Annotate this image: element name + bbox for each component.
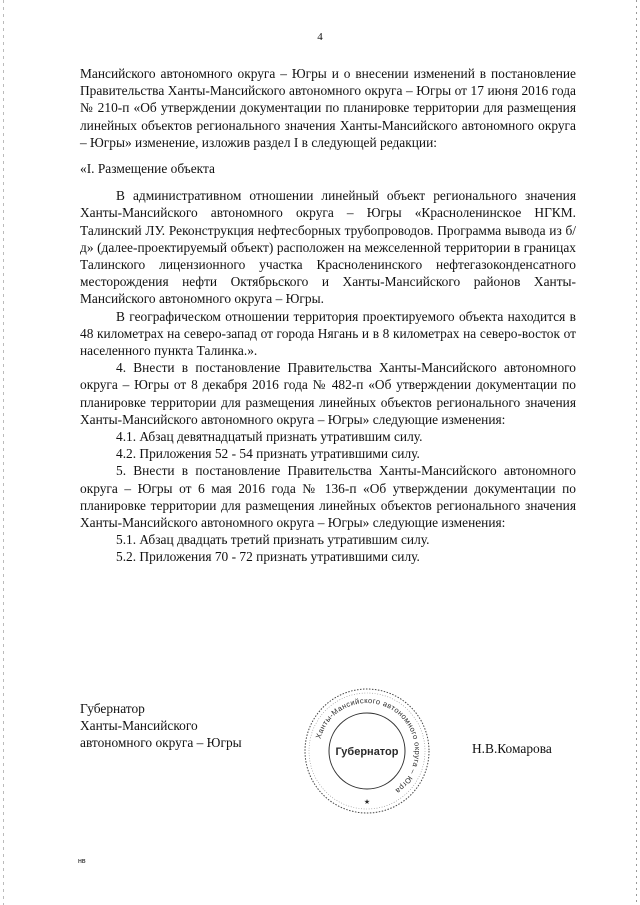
item-4: 4. Внести в постановление Правительства Ханты-Мансийского автономного округа – Югры от 8 декабря 2016 года № 482-п «Об утверждении документации по планировке территории для размещения линейных объектов регионального значения Ханты-Мансийского автономного округа – Югры» следующие изменения: [80,360,576,427]
item-4-2: 4.2. Приложения 52 - 54 признать утратившими силу. [116,446,420,462]
document-body [80,65,576,566]
item-5-1: 5.1. Абзац двадцать третий признать утратившим силу. [116,532,430,548]
footer-code: нв [78,858,86,865]
signatory-title-line-2: Ханты-Мансийского [80,718,198,734]
scan-edge-left [3,0,4,905]
signatory-name: Н.В.Комарова [472,741,552,756]
official-seal [302,686,432,816]
section-heading: «I. Размещение объекта [80,161,215,177]
signatory-title-line-1: Губернатор [80,701,145,716]
seal-star-icon: ★ [363,798,371,806]
paragraph-geographic: В географическом отношении территория проектируемого объекта находится в 48 километрах на северо-запад от города Нягань и в 8 километрах на северо-восток от населенного пункта Талинка.». [80,308,576,359]
item-4-1: 4.1. Абзац девятнадцатый признать утратившим силу. [116,429,423,445]
signatory-title [80,700,242,752]
scan-edge-right [636,0,637,905]
paragraph-continuation: Мансийского автономного округа – Югры и о внесении изменений в постановление Правительства Ханты-Мансийского автономного округа – Югры от 17 июня 2016 года № 210-п «Об утверждении документации по планировке территории для размещения линейных объектов регионального значения Ханты-Мансийского автономного округа – Югры» изменение, изложив раздел I в следующей редакции: [80,66,576,150]
seal-center-text: Губернатор [335,746,399,758]
seal-ring-text: Ханты-Мансийского автономного округа – Югра [313,695,423,796]
item-5: 5. Внести в постановление Правительства Ханты-Мансийского автономного округа – Югры от 6 мая 2016 года № 136-п «Об утверждении документации по планировке территории для размещения линейных объектов регионального значения Ханты-Мансийского автономного округа – Югры» следующие изменения: [80,463,576,531]
signatory-title-line-3: автономного округа – Югры [80,735,242,751]
page-number: 4 [317,31,323,43]
item-5-2: 5.2. Приложения 70 - 72 признать утратившими силу. [116,549,420,565]
paragraph-administrative: В административном отношении линейный объект регионального значения Ханты-Мансийского автономного округа – Югры «Красноленинское НГКМ. Талинский ЛУ. Реконструкция нефтесборных трубопроводов. Программа вывода из б/д» (далее-проектируемый объект) расположен на межселенной территории в границах Талинского лицензионного участка Красноленинского нефтегазоконденсатного месторождения нефти Октябрьского и Ханты-Мансийского районов Ханты-Мансийского автономного округа – Югры. [80,188,576,307]
